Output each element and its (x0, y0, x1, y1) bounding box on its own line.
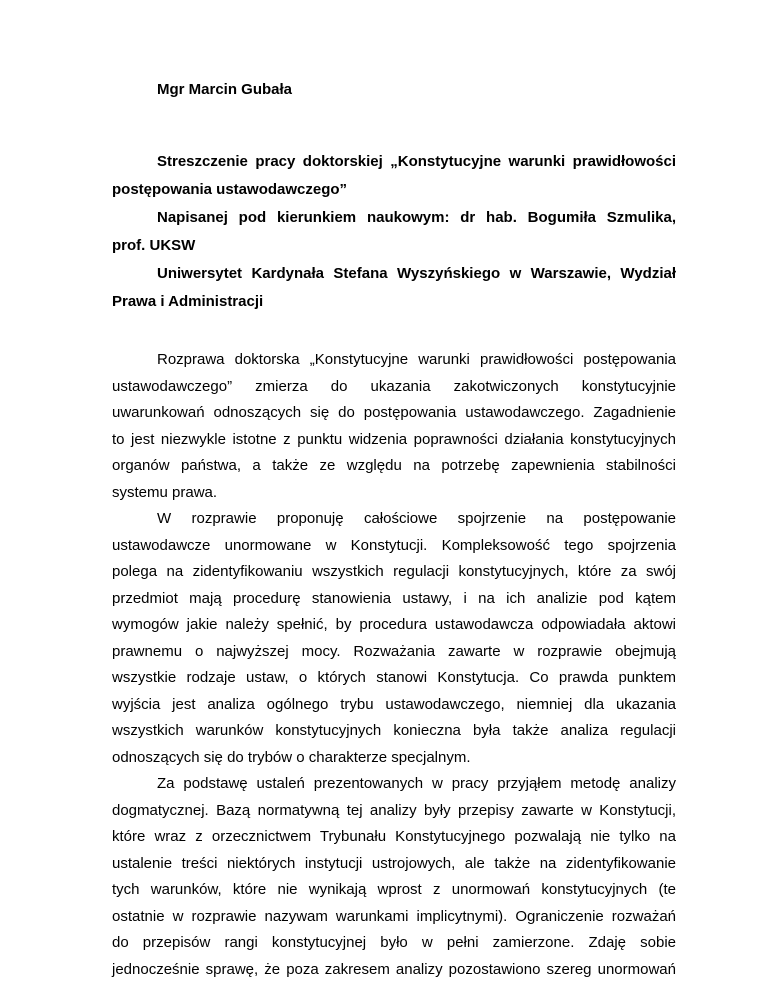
paragraph-line: to jest niezwykle istotne z punktu widzenia poprawności działania konstytucyjnych (112, 431, 676, 448)
paragraph-line: wyjścia jest analiza ogólnego trybu ustawodawczego, niemniej dla ukazania (112, 696, 676, 713)
paragraph-line: tych warunków, które nie wynikają wprost z unormowań konstytucyjnych (te (112, 881, 676, 898)
paragraph-line: ostatnie w rozprawie nazywam warunkami implicytnymi). Ograniczenie rozważań (112, 908, 676, 925)
paragraph-line: ustawodawczego” zmierza do ukazania zakotwiczonych konstytucyjnie (112, 378, 676, 395)
paragraph-line: wymogów jakie należy spełnić, by procedura ustawodawcza odpowiadała aktowi (112, 616, 676, 633)
paragraph-line: ustawodawcze unormowane w Konstytucji. Kompleksowość tego spojrzenia (112, 537, 676, 554)
paragraph-line: wszystkie rodzaje ustaw, o których stanowi Konstytucja. Co prawda punktem (112, 669, 676, 686)
paragraph-line: które wraz z orzecznictwem Trybunału Konstytucyjnego pozwalają nie tylko na (112, 828, 676, 845)
thesis-title-line-2: postępowania ustawodawczego” (112, 181, 348, 198)
paragraph-line: dogmatycznej. Bazą normatywną tej analizy były przepisy zawarte w Konstytucji, (112, 802, 676, 819)
thesis-title-line-1: Streszczenie pracy doktorskiej „Konstytucyjne warunki prawidłowości (157, 153, 676, 170)
paragraph-line: polega na zidentyfikowaniu wszystkich regulacji konstytucyjnych, które za swój (112, 563, 676, 580)
paragraph-line: ustalenie treści niektórych instytucji ustrojowych, ale także na zidentyfikowanie (112, 855, 676, 872)
supervisor-line-1: Napisanej pod kierunkiem naukowym: dr hab. Bogumiła Szmulika, (157, 209, 676, 226)
paragraph-line: Rozprawa doktorska „Konstytucyjne warunki prawidłowości postępowania (157, 351, 676, 368)
paragraph-line: organów państwa, a także ze względu na potrzebę zapewnienia stabilności (112, 457, 676, 474)
paragraph-line: systemu prawa. (112, 484, 218, 501)
university-line-1: Uniwersytet Kardynała Stefana Wyszyńskiego w Warszawie, Wydział (157, 265, 676, 282)
paragraph-line: przedmiot mają procedurę stanowienia ustawy, i na ich analizie pod kątem (112, 590, 676, 607)
supervisor-line-2: prof. UKSW (112, 237, 196, 254)
paragraph-line: do przepisów rangi konstytucyjnej było w pełni zamierzone. Zdaję sobie (112, 934, 676, 951)
paragraph-line: W rozprawie proponuję całościowe spojrzenie na postępowanie (157, 510, 676, 527)
author-name: Mgr Marcin Gubała (157, 81, 293, 98)
paragraph-line: jednocześnie sprawę, że poza zakresem analizy pozostawiono szereg unormowań (112, 961, 676, 978)
paragraph-line: uwarunkowań odnoszących się do postępowania ustawodawczego. Zagadnienie (112, 404, 676, 421)
paragraph-line: Za podstawę ustaleń prezentowanych w pracy przyjąłem metodę analizy (157, 775, 676, 792)
paragraph-line: prawnemu o najwyższej mocy. Rozważania zawarte w rozprawie obejmują (112, 643, 676, 660)
paragraph-line: wszystkich warunków konstytucyjnych konieczna była także analiza regulacji (112, 722, 676, 739)
university-line-2: Prawa i Administracji (112, 293, 264, 310)
paragraph-line: odnoszących się do trybów o charakterze specjalnym. (112, 749, 471, 766)
